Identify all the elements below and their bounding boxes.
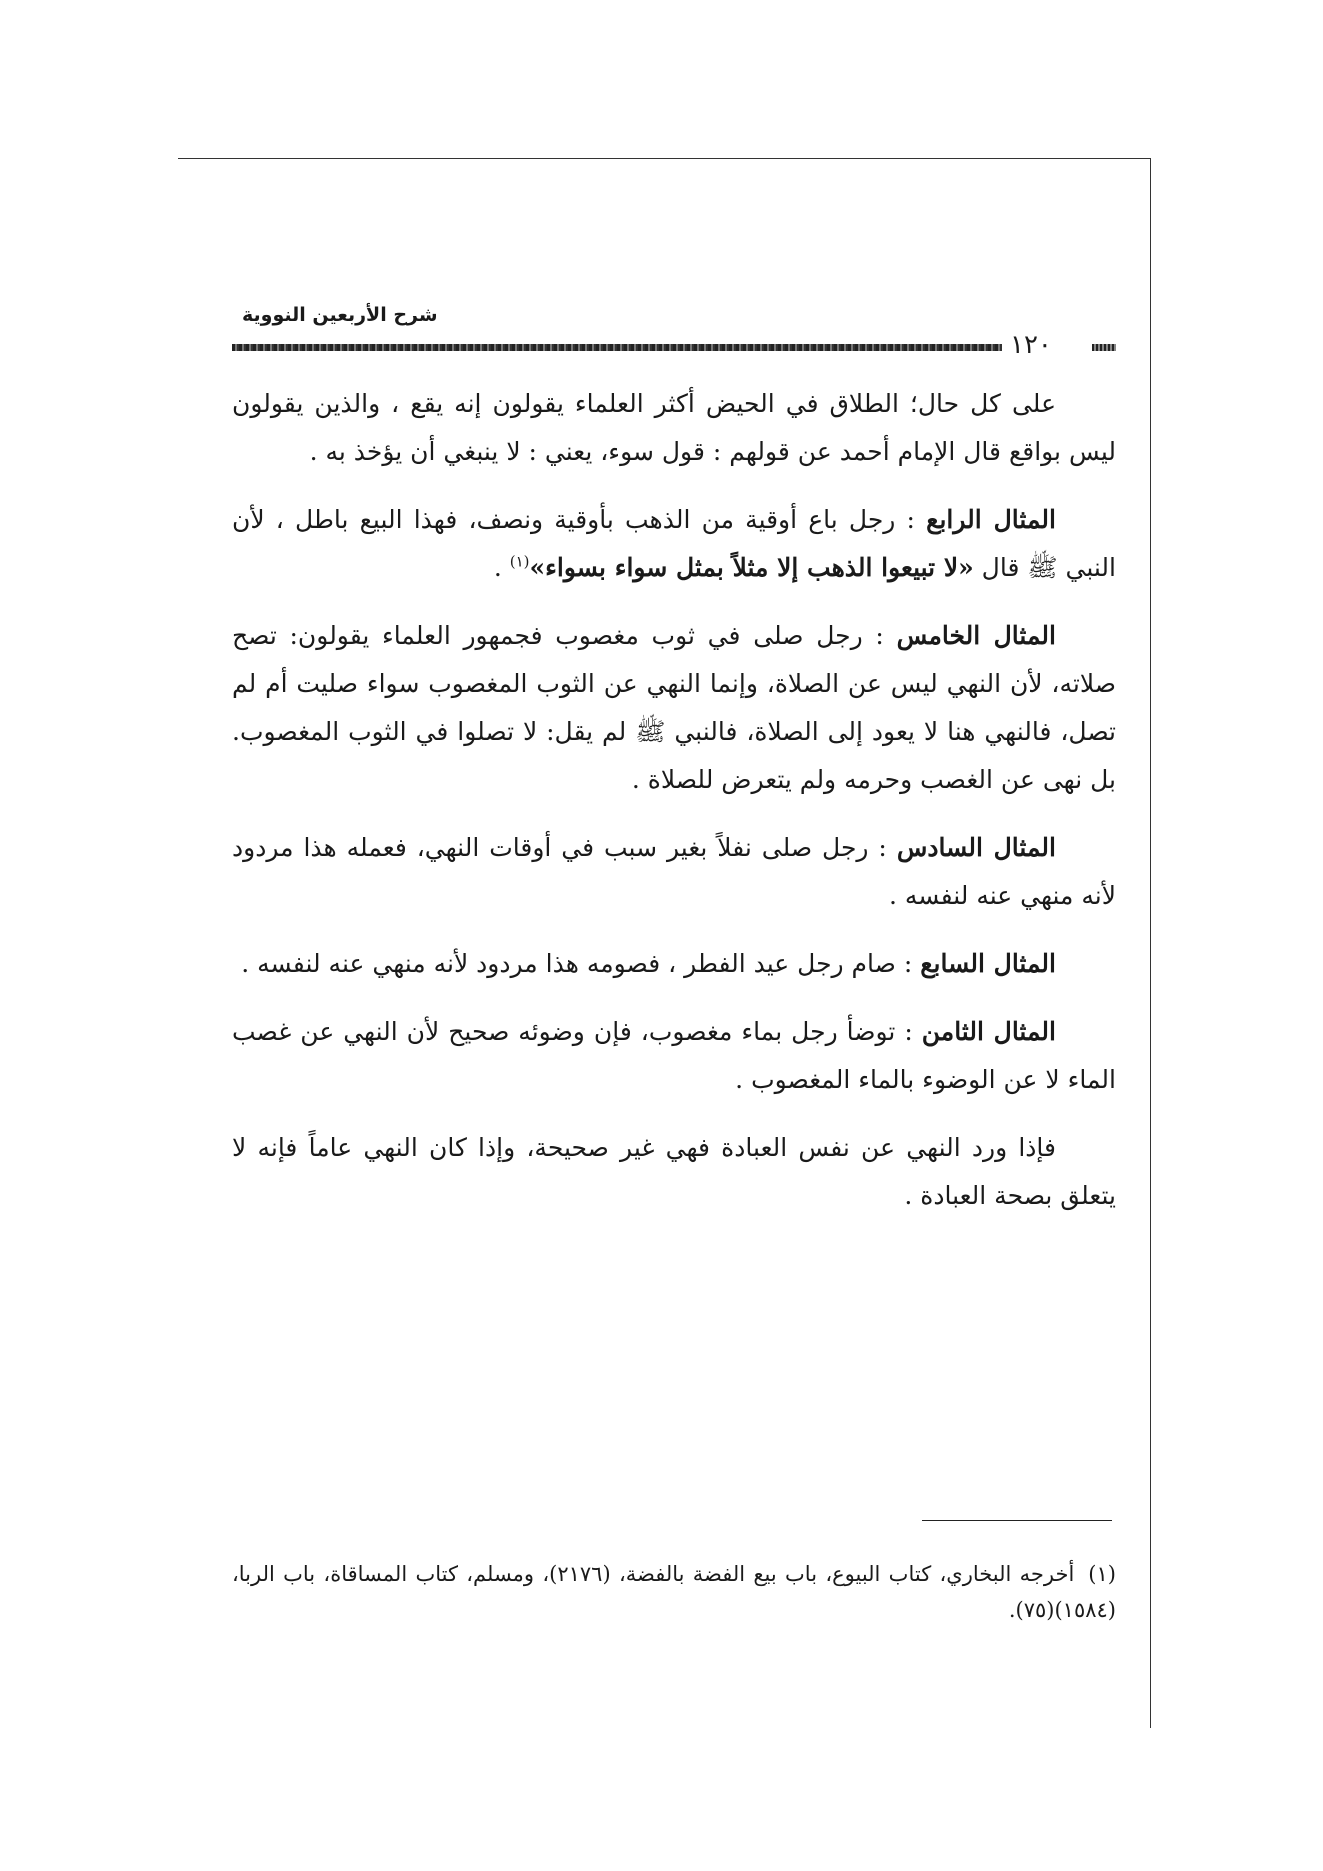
- paragraph-example-5: [232, 612, 1116, 804]
- example-6-label: المثال السادس: [896, 833, 1056, 862]
- example-7-text: : صام رجل عيد الفطر ، فصومه هذا مردود لأنه منهي عنه لنفسه .: [241, 949, 913, 978]
- header-rule: [232, 344, 1002, 351]
- example-5-text: : رجل صلى في ثوب مغصوب فجمهور العلماء يقولون: تصح صلاته، لأن النهي ليس عن الصلاة، وإنما النهي عن الثوب المغصوب سواء صليت أم لم تصل، فالنهي هنا لا يعود إلى الصلاة، فالنبي ﷺ لم يقل: لا تصلوا في الثوب المغصوب. بل نهى عن الغصب وحرمه ولم يتعرض للصلاة .: [232, 621, 1116, 794]
- paragraph-example-6: [232, 824, 1116, 920]
- footnote-marker: (١): [1088, 1562, 1116, 1586]
- footnote: [232, 1556, 1116, 1628]
- page-number: ١٢٠: [1010, 330, 1052, 360]
- page-header: [232, 300, 1116, 360]
- example-6-text: : رجل صلى نفلاً بغير سبب في أوقات النهي، فعمله هذا مردود لأنه منهي عنه لنفسه .: [232, 833, 1116, 910]
- footnote-text: أخرجه البخاري، كتاب البيوع، باب بيع الفضة بالفضة، (٢١٧٦)، ومسلم، كتاب المساقاة، باب الربا، (١٥٨٤)(٧٥).: [232, 1562, 1116, 1622]
- example-5-label: المثال الخامس: [896, 621, 1056, 650]
- paragraph-example-7: [232, 940, 1116, 988]
- paragraph-conclusion-text: فإذا ورد النهي عن نفس العبادة فهي غير صحيحة، وإذا كان النهي عاماً فإنه لا يتعلق بصحة العبادة .: [232, 1133, 1116, 1210]
- paragraph-example-8: [232, 1008, 1116, 1104]
- footnote-separator: [922, 1520, 1112, 1521]
- paragraph-intro-text: على كل حال؛ الطلاق في الحيض أكثر العلماء يقولون إنه يقع ، والذين يقولون ليس بواقع قال الإمام أحمد عن قولهم : قول سوء، يعني : لا ينبغي أن يؤخذ به .: [232, 389, 1116, 466]
- example-4-text: : رجل باع أوقية من الذهب بأوقية ونصف، فهذا البيع باطل ، لأن النبي ﷺ قال: [232, 505, 1116, 582]
- page-frame-right-line: [1150, 158, 1151, 1728]
- example-4-end: .: [493, 553, 510, 582]
- main-text: [232, 380, 1116, 1240]
- example-8-text: : توضأ رجل بماء مغصوب، فإن وضوئه صحيح لأن النهي عن غصب الماء لا عن الوضوء بالماء المغصوب .: [232, 1017, 1116, 1094]
- header-rule-ornament: [1092, 344, 1116, 351]
- example-4-label: المثال الرابع: [926, 505, 1056, 534]
- paragraph-conclusion: [232, 1124, 1116, 1220]
- page-frame-top-line: [178, 158, 1151, 159]
- footnote-reference: (١): [509, 552, 530, 571]
- paragraph-example-4: [232, 496, 1116, 592]
- example-8-label: المثال الثامن: [921, 1017, 1056, 1046]
- hadith-quote: «لا تبيعوا الذهب إلا مثلاً بمثل سواء بسواء»: [529, 553, 974, 582]
- running-title: شرح الأربعين النووية: [242, 304, 438, 326]
- example-7-label: المثال السابع: [920, 949, 1056, 978]
- paragraph-intro: [232, 380, 1116, 476]
